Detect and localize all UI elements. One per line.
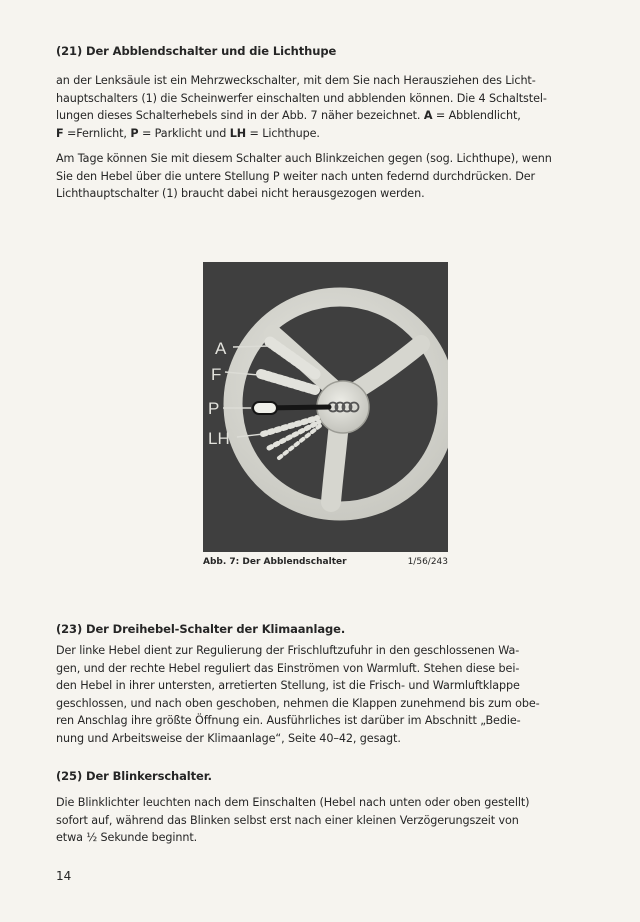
lever-position-lh xyxy=(263,418,321,458)
label-a: A xyxy=(215,339,227,358)
figure-caption xyxy=(203,557,448,567)
legend-value-p: = Parklicht und xyxy=(141,126,227,140)
label-f: F xyxy=(211,365,222,384)
figure-caption-text: Abb. 7: Der Abblendschalter xyxy=(203,557,347,567)
section-21-p2-line-3: Lichthauptschalter (1) braucht dabei nicht herausgezogen werden. xyxy=(56,187,425,201)
section-21-paragraph-2 xyxy=(56,150,598,203)
page-number: 14 xyxy=(56,869,72,883)
section-21-p2-line-2: Sie den Hebel über die untere Stellung P weiter nach unten federnd durchdrücken. Der xyxy=(56,169,536,183)
section-23-line-4: geschlossen, und nach oben geschoben, nehmen die Klappen zunehmend bis zum obe- xyxy=(56,696,540,710)
section-21-p1-line-2: hauptschalters (1) die Scheinwerfer einschalten und abblenden können. Die 4 Schaltstel- xyxy=(56,91,547,105)
legend-key-p: P xyxy=(130,126,139,140)
figure-code: 1/56/243 xyxy=(407,557,448,567)
legend-key-a: A xyxy=(423,109,433,123)
section-23-line-2: gen, und der rechte Hebel reguliert das Einströmen von Warmluft. Stehen diese bei- xyxy=(56,661,520,675)
steering-wheel-illustration xyxy=(203,262,448,552)
section-25-line-3: etwa ½ Sekunde beginnt. xyxy=(56,831,198,845)
section-23-line-5: ren Anschlag ihre größte Öffnung ein. Ausführliches ist darüber im Abschnitt „Bedie- xyxy=(56,714,521,728)
section-21-heading: (21) Der Abblendschalter und die Lichthupe xyxy=(56,44,337,58)
label-p: P xyxy=(208,399,220,418)
section-25-heading: (25) Der Blinkerschalter. xyxy=(56,769,212,783)
section-21-p1-line-4 xyxy=(56,125,598,143)
section-21-p2-line-1: Am Tage können Sie mit diesem Schalter auch Blinkzeichen gegen (sog. Lichthupe), wenn xyxy=(56,152,552,165)
legend-value-lh: = Lichthupe. xyxy=(249,126,320,140)
legend-value-f: =Fernlicht, xyxy=(67,126,127,140)
section-23-line-1: Der linke Hebel dient zur Regulierung der Frischluftzufuhr in den geschlossenen Wa- xyxy=(56,644,520,657)
section-21-p1-line-3-text: lungen dieses Schalterhebels sind in der Abb. 7 näher bezeichnet. xyxy=(56,109,421,123)
legend-value-a: = Abblendlicht, xyxy=(435,109,521,123)
section-25-paragraph xyxy=(56,794,598,847)
steering-wheel-figure xyxy=(203,262,448,552)
section-23-heading: (23) Der Dreihebel-Schalter der Klimaanlage. xyxy=(56,622,346,636)
section-23-paragraph xyxy=(56,642,598,748)
section-23-line-3: den Hebel in ihrer untersten, arretierten Stellung, ist die Frisch- und Warmluftklappe xyxy=(56,679,520,693)
section-25-line-2: sofort auf, während das Blinken selbst erst nach einer kleinen Verzögerungszeit von xyxy=(56,813,519,827)
legend-key-lh: LH xyxy=(229,126,246,140)
section-25-line-1: Die Blinklichter leuchten nach dem Einschalten (Hebel nach unten oder oben gestellt) xyxy=(56,796,530,809)
section-21-paragraph-1 xyxy=(56,72,598,142)
section-21-p1-line-1: an der Lenksäule ist ein Mehrzweckschalter, mit dem Sie nach Herausziehen des Licht- xyxy=(56,74,536,87)
section-23-line-6: nung und Arbeitsweise der Klimaanlage“, Seite 40–42, gesagt. xyxy=(56,731,401,745)
legend-key-f: F xyxy=(56,126,64,140)
label-lh: LH xyxy=(208,429,230,448)
section-21-p1-line-3 xyxy=(56,107,598,125)
